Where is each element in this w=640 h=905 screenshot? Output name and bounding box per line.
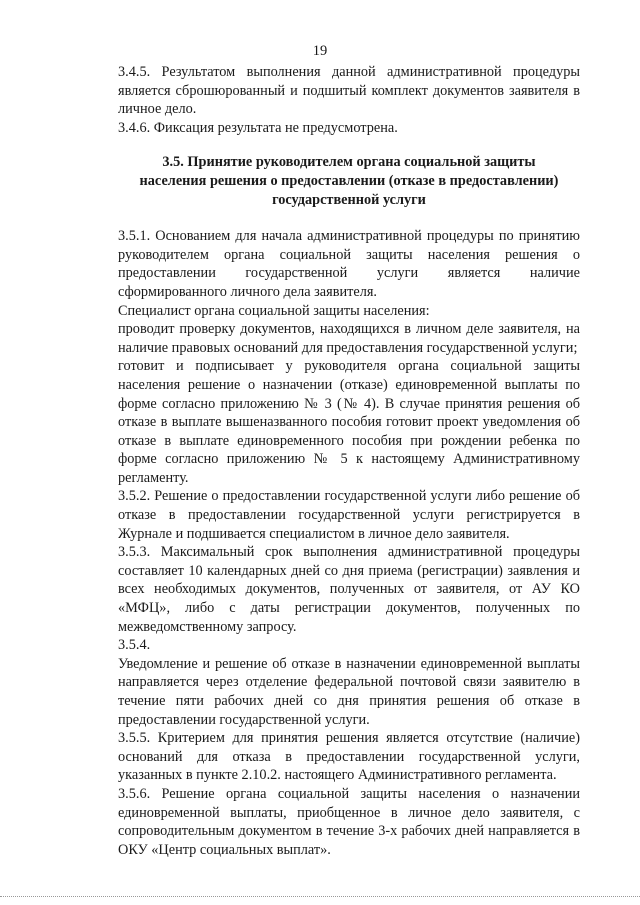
- paragraph-3-5-3: 3.5.3. Максимальный срок выполнения административной процедуры составляет 10 календарных дней со дня приема (регистрации) заявления и всех необходимых документов, полученных от заявителя, от АУ КО «МФЦ», либо с даты регистрации документов, полученных по межведомственному запросу.: [118, 544, 580, 635]
- paragraph-3-5-5: 3.5.5. Критерием для принятия решения является отсутствие (наличие) оснований для отказа в предоставлении государственной услуги, указанных в пункте 2.10.2. настоящего Административного регламента.: [118, 730, 580, 784]
- paragraph-3-5-1: 3.5.1. Основанием для начала административной процедуры по принятию руководителем органа социальной защиты населения решения о предоставлении государственной услуги является наличие сформированного личного дела заявителя.: [118, 228, 580, 300]
- paragraph-3-4-5: 3.4.5. Результатом выполнения данной административной процедуры является сброшюрованный и подшитый комплект документов заявителя в личное дело.: [118, 64, 580, 118]
- paragraph-specialist: Специалист органа социальной защиты населения:: [118, 302, 430, 319]
- paragraph-3-5-4: 3.5.4.: [118, 637, 151, 654]
- paragraph-3-5-2: 3.5.2. Решение о предоставлении государственной услуги либо решение об отказе в предоставлении государственной услуги регистрируется в Журнале и подшивается специалистом в личное дело заявителя.: [118, 488, 580, 542]
- paragraph-prepare-decision: готовит и подписывает у руководителя органа социальной защиты населения решение о назначении (отказе) единовременной выплаты по форме согласно приложению № 3 (№ 4). В случае принятия решения об отказе в выплате вышеназванного пособия готовит проект уведомления об отказе в выплате единовременного пособия при рождении ребенка по форме согласно приложению № 5 к настоящему Административному регламенту.: [118, 358, 580, 486]
- paragraph-3-5-6: 3.5.6. Решение органа социальной защиты населения о назначении единовременной выплаты, приобщенное в личное дело заявителя, с сопроводительным документом в течение 3-х рабочих дней направляется в ОКУ «Центр социальных выплат».: [118, 785, 580, 858]
- document-body: [118, 63, 580, 859]
- section-heading: [118, 153, 580, 209]
- heading-line-3: государственной услуги: [272, 191, 426, 208]
- heading-line-2: населения решения о предоставлении (отказе в предоставлении): [139, 172, 559, 189]
- page-number: 19: [312, 43, 328, 59]
- heading-line-1: 3.5. Принятие руководителем органа социальной защиты: [162, 154, 536, 171]
- paragraph-notification: Уведомление и решение об отказе в назначении единовременной выплаты направляется через отделение федеральной почтовой связи заявителю в течение пяти рабочих дней со дня принятия решения об отказе в предоставлении государственной услуги.: [118, 655, 580, 728]
- paragraph-3-4-6: 3.4.6. Фиксация результата не предусмотрена.: [118, 119, 398, 136]
- scan-edge-artifact: [0, 890, 640, 897]
- paragraph-check-documents: проводит проверку документов, находящихся в личном деле заявителя, на наличие правовых оснований для предоставления государственной услуги;: [118, 321, 580, 356]
